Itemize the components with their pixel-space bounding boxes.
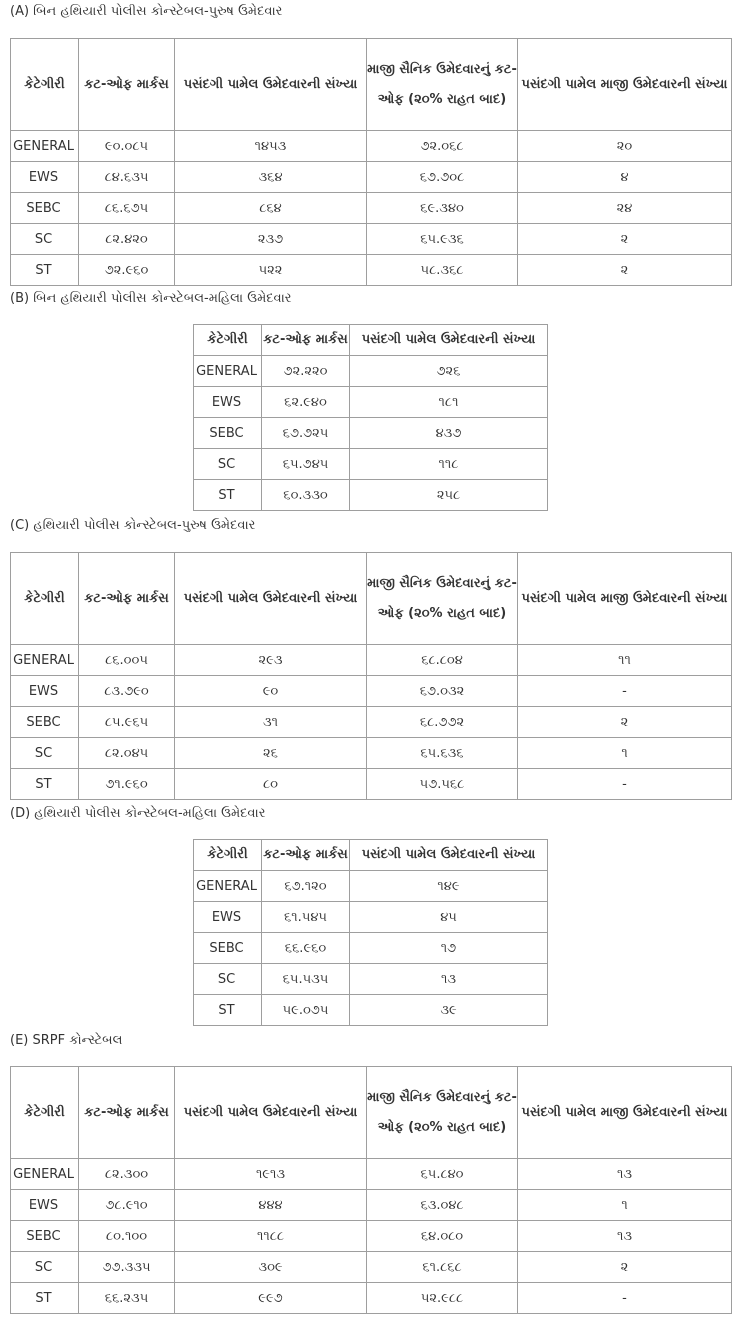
cell-cutoff: ૬૫.૫૩૫ — [262, 964, 350, 995]
cell-cutoff: ૬૬.૯૬૦ — [262, 933, 350, 964]
cell-selected: ૩૯ — [350, 995, 548, 1026]
table-row — [194, 871, 548, 902]
header-category: કેટેગીરી — [11, 1067, 79, 1159]
cell-category: ST — [194, 480, 262, 511]
cell-category: GENERAL — [11, 1159, 79, 1190]
cell-category: EWS — [194, 387, 262, 418]
cell-category: EWS — [194, 902, 262, 933]
cell-selected: ૫૨૨ — [175, 255, 367, 286]
cell-category: SEBC — [194, 418, 262, 449]
cell-ex-cutoff: ૬૫.૬૩૬ — [367, 738, 518, 769]
cell-selected: ૪૫ — [350, 902, 548, 933]
header-category: કેટેગીરી — [11, 553, 79, 645]
cell-ex-cutoff: ૬૫.૮૪૦ — [367, 1159, 518, 1190]
table-row — [194, 387, 548, 418]
cell-category: EWS — [11, 676, 79, 707]
table-row — [11, 193, 732, 224]
section-title-a: (A) બિન હથિયારી પોલીસ કોન્સ્ટેબલ-પુરુષ ઉમેદવાર — [10, 4, 283, 19]
cell-cutoff: ૬૨.૯૪૦ — [262, 387, 350, 418]
cell-cutoff: ૬૭.૭૨૫ — [262, 418, 350, 449]
table-row — [11, 1190, 732, 1221]
cell-category: GENERAL — [194, 871, 262, 902]
cell-selected: ૧૪૯ — [350, 871, 548, 902]
cell-selected: ૯૯૭ — [175, 1283, 367, 1314]
header-selected-count: પસંદગી પામેલ ઉમેદવારની સંખ્યા — [175, 1067, 367, 1159]
cell-category: ST — [11, 769, 79, 800]
cell-ex-selected: ૨ — [518, 1252, 732, 1283]
cell-category: SC — [194, 964, 262, 995]
table-row — [194, 933, 548, 964]
table-b — [193, 324, 548, 511]
table-row — [11, 162, 732, 193]
cell-ex-cutoff: ૫૭.૫૬૮ — [367, 769, 518, 800]
header-category: કેટેગીરી — [194, 840, 262, 871]
cell-ex-selected: ૧ — [518, 738, 732, 769]
header-cutoff: કટ-ઓફ માર્કસ — [262, 325, 350, 356]
table-row — [194, 902, 548, 933]
table-row — [11, 707, 732, 738]
cell-ex-selected: ૧૧ — [518, 645, 732, 676]
cell-selected: ૨૫૮ — [350, 480, 548, 511]
cell-category: EWS — [11, 1190, 79, 1221]
section-title-d: (D) હથિયારી પોલીસ કોન્સ્ટેબલ-મહિલા ઉમેદવાર — [10, 806, 266, 821]
cell-cutoff: ૮૩.૭૯૦ — [79, 676, 175, 707]
table-row — [11, 255, 732, 286]
table-row — [11, 131, 732, 162]
cell-category: ST — [11, 1283, 79, 1314]
cell-selected: ૪૩૭ — [350, 418, 548, 449]
header-selected-count: પસંદગી પામેલ ઉમેદવારની સંખ્યા — [350, 325, 548, 356]
header-ex-servicemen-cutoff: માજી સૈનિક ઉમેદવારનું કટ-ઓફ (૨૦% રાહત બાદ) — [367, 1067, 518, 1159]
table-row — [11, 1221, 732, 1252]
cell-cutoff: ૭૭.૩૩૫ — [79, 1252, 175, 1283]
table-row — [11, 738, 732, 769]
cell-cutoff: ૮૨.૦૪૫ — [79, 738, 175, 769]
table-row — [194, 418, 548, 449]
cell-category: SEBC — [194, 933, 262, 964]
cell-category: GENERAL — [11, 645, 79, 676]
table-e — [10, 1066, 732, 1314]
cell-cutoff: ૬૭.૧૨૦ — [262, 871, 350, 902]
cell-ex-cutoff: ૬૧.૮૬૮ — [367, 1252, 518, 1283]
cell-selected: ૧૧૮૮ — [175, 1221, 367, 1252]
cell-cutoff: ૭૮.૯૧૦ — [79, 1190, 175, 1221]
cell-ex-selected: ૧૩ — [518, 1221, 732, 1252]
cell-ex-selected: - — [518, 1283, 732, 1314]
cell-selected: ૨૯૩ — [175, 645, 367, 676]
cell-ex-selected: ૧૩ — [518, 1159, 732, 1190]
header-selected-count: પસંદગી પામેલ ઉમેદવારની સંખ્યા — [175, 39, 367, 131]
cell-cutoff: ૬૦.૩૩૦ — [262, 480, 350, 511]
cell-selected: ૪૪૪ — [175, 1190, 367, 1221]
table-d — [193, 839, 548, 1026]
cell-ex-cutoff: ૫૮.૩૬૮ — [367, 255, 518, 286]
header-cutoff: કટ-ઓફ માર્કસ — [79, 39, 175, 131]
table-header-row — [194, 325, 548, 356]
cell-cutoff: ૮૨.૩૦૦ — [79, 1159, 175, 1190]
cell-selected: ૨૬ — [175, 738, 367, 769]
cell-category: SC — [11, 224, 79, 255]
cell-category: SEBC — [11, 193, 79, 224]
table-row — [11, 769, 732, 800]
cell-selected: ૧૭ — [350, 933, 548, 964]
cell-ex-cutoff: ૬૩.૦૪૮ — [367, 1190, 518, 1221]
table-header-row — [11, 553, 732, 645]
header-cutoff: કટ-ઓફ માર્કસ — [79, 553, 175, 645]
header-selected-count: પસંદગી પામેલ ઉમેદવારની સંખ્યા — [350, 840, 548, 871]
table-c — [10, 552, 732, 800]
cell-cutoff: ૫૯.૦૭૫ — [262, 995, 350, 1026]
cell-ex-cutoff: ૬૪.૦૮૦ — [367, 1221, 518, 1252]
cell-category: SC — [11, 738, 79, 769]
cell-cutoff: ૭૨.૯૬૦ — [79, 255, 175, 286]
table-row — [11, 224, 732, 255]
cell-ex-selected: - — [518, 676, 732, 707]
cell-selected: ૮૬૪ — [175, 193, 367, 224]
table-row — [11, 1283, 732, 1314]
cell-category: SEBC — [11, 1221, 79, 1252]
cell-ex-selected: ૧ — [518, 1190, 732, 1221]
cell-selected: ૧૮૧ — [350, 387, 548, 418]
cell-cutoff: ૯૦.૦૮૫ — [79, 131, 175, 162]
cell-cutoff: ૬૧.૫૪૫ — [262, 902, 350, 933]
section-title-b: (B) બિન હથિયારી પોલીસ કોન્સ્ટેબલ-મહિલા ઉમેદવાર — [10, 291, 292, 306]
cell-ex-cutoff: ૭૨.૦૬૮ — [367, 131, 518, 162]
table-header-row — [194, 840, 548, 871]
cell-ex-selected: ૨ — [518, 255, 732, 286]
table-row — [194, 964, 548, 995]
cell-selected: ૮૦ — [175, 769, 367, 800]
cell-cutoff: ૬૫.૭૪૫ — [262, 449, 350, 480]
table-header-row — [11, 1067, 732, 1159]
cell-cutoff: ૮૬.૬૭૫ — [79, 193, 175, 224]
header-selected-count: પસંદગી પામેલ ઉમેદવારની સંખ્યા — [175, 553, 367, 645]
section-title-e: (E) SRPF કોન્સ્ટેબલ — [10, 1033, 123, 1048]
cell-ex-cutoff: ૬૯.૩૪૦ — [367, 193, 518, 224]
cell-selected: ૩૬૪ — [175, 162, 367, 193]
header-cutoff: કટ-ઓફ માર્કસ — [79, 1067, 175, 1159]
cell-ex-cutoff: ૬૮.૭૭૨ — [367, 707, 518, 738]
header-ex-servicemen-count: પસંદગી પામેલ માજી ઉમેદવારની સંખ્યા — [518, 1067, 732, 1159]
cell-ex-selected: ૨૪ — [518, 193, 732, 224]
table-row — [194, 480, 548, 511]
cell-ex-selected: ૨૦ — [518, 131, 732, 162]
cell-category: EWS — [11, 162, 79, 193]
cell-cutoff: ૭૧.૯૬૦ — [79, 769, 175, 800]
cell-category: SC — [194, 449, 262, 480]
cell-cutoff: ૭૨.૨૨૦ — [262, 356, 350, 387]
cell-ex-selected: - — [518, 769, 732, 800]
cell-ex-cutoff: ૬૭.૭૦૮ — [367, 162, 518, 193]
header-ex-servicemen-count: પસંદગી પામેલ માજી ઉમેદવારની સંખ્યા — [518, 39, 732, 131]
cell-ex-cutoff: ૬૮.૮૦૪ — [367, 645, 518, 676]
table-row — [11, 676, 732, 707]
cell-ex-cutoff: ૬૭.૦૩૨ — [367, 676, 518, 707]
cell-selected: ૧૪૫૩ — [175, 131, 367, 162]
cell-selected: ૩૧ — [175, 707, 367, 738]
cell-category: SC — [11, 1252, 79, 1283]
section-title-c: (C) હથિયારી પોલીસ કોન્સ્ટેબલ-પુરુષ ઉમેદવાર — [10, 518, 256, 533]
header-ex-servicemen-cutoff: માજી સૈનિક ઉમેદવારનું કટ-ઓફ (૨૦% રાહત બાદ) — [367, 39, 518, 131]
header-category: કેટેગીરી — [194, 325, 262, 356]
header-ex-servicemen-cutoff: માજી સૈનિક ઉમેદવારનું કટ-ઓફ (૨૦% રાહત બાદ) — [367, 553, 518, 645]
cell-ex-cutoff: ૬૫.૯૩૬ — [367, 224, 518, 255]
cell-cutoff: ૮૦.૧૦૦ — [79, 1221, 175, 1252]
table-row — [194, 356, 548, 387]
header-cutoff: કટ-ઓફ માર્કસ — [262, 840, 350, 871]
cell-selected: ૭૨૬ — [350, 356, 548, 387]
cell-selected: ૧૩ — [350, 964, 548, 995]
table-row — [11, 1252, 732, 1283]
table-row — [194, 449, 548, 480]
cell-category: ST — [194, 995, 262, 1026]
table-a — [10, 38, 732, 286]
cell-cutoff: ૮૪.૬૩૫ — [79, 162, 175, 193]
cell-category: GENERAL — [194, 356, 262, 387]
cell-selected: ૯૦ — [175, 676, 367, 707]
cell-selected: ૧૯૧૩ — [175, 1159, 367, 1190]
header-ex-servicemen-count: પસંદગી પામેલ માજી ઉમેદવારની સંખ્યા — [518, 553, 732, 645]
table-row — [194, 995, 548, 1026]
cell-category: GENERAL — [11, 131, 79, 162]
cell-cutoff: ૮૬.૦૦૫ — [79, 645, 175, 676]
cell-category: ST — [11, 255, 79, 286]
cell-selected: ૧૧૮ — [350, 449, 548, 480]
table-row — [11, 645, 732, 676]
table-header-row — [11, 39, 732, 131]
cell-cutoff: ૮૫.૯૬૫ — [79, 707, 175, 738]
cell-ex-selected: ૪ — [518, 162, 732, 193]
cell-cutoff: ૮૨.૪૨૦ — [79, 224, 175, 255]
cell-ex-selected: ૨ — [518, 707, 732, 738]
cell-category: SEBC — [11, 707, 79, 738]
cell-ex-cutoff: ૫૨.૯૮૮ — [367, 1283, 518, 1314]
table-row — [11, 1159, 732, 1190]
cell-selected: ૨૩૭ — [175, 224, 367, 255]
cell-selected: ૩૦૯ — [175, 1252, 367, 1283]
cell-cutoff: ૬૬.૨૩૫ — [79, 1283, 175, 1314]
cell-ex-selected: ૨ — [518, 224, 732, 255]
header-category: કેટેગીરી — [11, 39, 79, 131]
